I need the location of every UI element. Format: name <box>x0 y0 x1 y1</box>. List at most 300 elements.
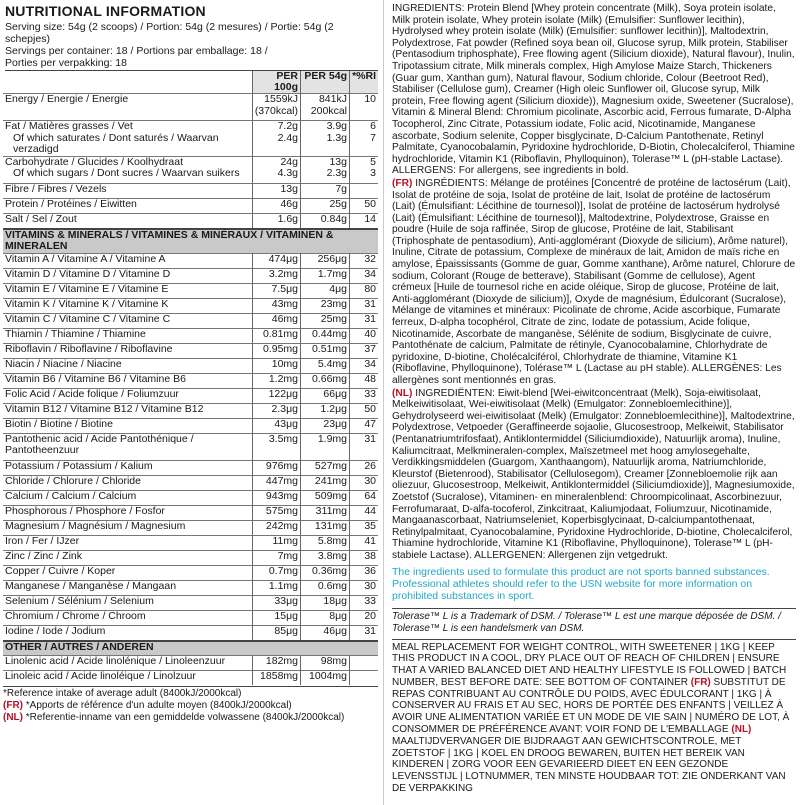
value: 10 <box>364 93 376 105</box>
ingredients-fr: (FR) INGRÉDIENTS: Mélange de protéines [Concentré de protéine de lactosérum (Lait), Isolat de protéine de soja, Isolat de protéine de lait, Isolat de protéine de lactosérum (Lait) (Émulsifiant: Lécithine de tournesol)], Isolat de protéine de lactosérum hydrolysé (Lait) (Émulsifiant: Lécithine de tournesol)], Maltodextrine, Polydextrose, Graisse en poudre (Huile de soja raffinée, Sirop de glucose, Protéine de lait, Stabilisant (Triphosphate de pentasodium), Anti-agglomérant (Dioxyde de silicium), Arôme naturel), Inuline, Citrate de potassium, Complexe de minéraux de lait, Amidon de maïs riche en amylose, Épaississants (Gomme de guar, Gomme xanthane), Arôme naturel, Chlorure de sodium, Colorant (Rouge de betterave), Stabilisant (Gomme de cellulose), Agent crémeux [Huile de tournesol riche en acide oléique, Sirop de glucose, Protéine de lait, Anti-agglomérant (Dioxyde de silicium)], Oxyde de magnésium, Édulcorant (Sucralose), Mélange de vitamines et minéraux: Picolinate de chrome, Acide ascorbique, Fumarate ferreux, D-alpha tocophérol, Citrate de zinc, Iodate de potassium, Acide folique, Nicotinamide, Ascorbate de manganèse, Sélénite de sodium, Bisglycinate de cuivre, Pantothénate de calcium, Palmitate de rétinyle, Cyanocobalamine, Chlorhydrate de pyridoxine, D-biotine, Cholécalciférol, Chlorhydrate de thiamine, Vitamine K1 (Riboflavine, Phylloquinone), Tolérase™ L (Lactase au pH stable). ALLERGÈNES: Les allergènes sont mentionnés en gras. <box>392 177 796 386</box>
table-row <box>3 373 378 388</box>
value: 0.36mg <box>311 564 347 577</box>
nutrient-name: Chromium / Chrome / Chroom <box>5 609 146 622</box>
nutrient-value-2 <box>301 625 350 641</box>
value: 575mg <box>265 504 298 517</box>
serving-line: Serving size: 54g (2 scoops) / Portion: 54g (2 mesures) / Portie: 54g (2 schepjes) <box>5 21 334 45</box>
nutrient-label <box>3 388 252 403</box>
nutrient-value-3 <box>350 565 379 580</box>
nutrient-label <box>3 655 252 670</box>
nutrient-label <box>3 343 252 358</box>
value: 15μg <box>274 609 298 622</box>
section-title: OTHER / AUTRES / ANDEREN <box>3 641 378 656</box>
nutrient-value-2 <box>301 520 350 535</box>
nutrient-value-1 <box>252 535 300 550</box>
table-row <box>3 94 378 121</box>
value: 31 <box>364 297 376 310</box>
nutrient-value-1 <box>252 625 300 641</box>
value: 7.2g <box>277 120 298 132</box>
value: 43mg <box>271 297 298 310</box>
nutrient-value-2 <box>301 156 350 183</box>
table-row <box>3 388 378 403</box>
value: 31 <box>364 432 376 445</box>
value: 35 <box>364 519 376 532</box>
nutrient-value-2 <box>301 433 350 460</box>
value: 1.6g <box>277 212 298 225</box>
nutrient-value-3 <box>350 268 379 283</box>
value: 43μg <box>274 417 298 430</box>
nutrient-value-3 <box>350 403 379 418</box>
nutrient-name: Thiamin / Thiamine / Thiamine <box>5 327 146 340</box>
value: 256μg <box>317 252 347 265</box>
sub-value: 1.3g <box>326 131 347 144</box>
nutrient-value-2 <box>301 670 350 685</box>
value: 311mg <box>315 504 347 517</box>
value: 31 <box>364 312 376 325</box>
nutrient-label <box>3 94 252 121</box>
nutrient-value-2 <box>301 655 350 670</box>
table-row <box>3 418 378 433</box>
nutrient-name: Folic Acid / Acide folique / Foliumzuur <box>5 387 179 400</box>
value: 8μg <box>329 609 347 622</box>
nutrient-sub-name: Of which sugars / Dont sucres / Waarvan suikers <box>13 167 240 179</box>
nutrient-label <box>3 156 252 183</box>
lang-tag: (FR) <box>3 699 23 711</box>
table-row <box>3 433 378 460</box>
value: 98mg <box>320 654 347 667</box>
sub-value: 2.3g <box>326 167 347 179</box>
value: 6 <box>370 120 376 132</box>
nutrient-label <box>3 580 252 595</box>
table-row <box>3 490 378 505</box>
nutrient-value-1 <box>252 373 300 388</box>
value: 25mg <box>320 312 347 325</box>
nutrient-value-1 <box>252 460 300 475</box>
nutrient-value-3 <box>350 670 379 685</box>
value: 122μg <box>268 387 298 400</box>
value: 1.2mg <box>268 372 298 385</box>
nutrient-value-2 <box>301 403 350 418</box>
nutrient-value-2 <box>301 460 350 475</box>
serving-info <box>5 21 378 71</box>
nutrient-name: Iron / Fer / IJzer <box>5 534 80 547</box>
section-header <box>3 229 378 254</box>
nutrient-name: Niacin / Niacine / Niacine <box>5 357 122 370</box>
nutrient-value-2 <box>301 253 350 268</box>
nutrient-label <box>3 460 252 475</box>
reference-notes <box>3 686 378 724</box>
nutrient-name: Selenium / Sélénium / Selenium <box>5 594 154 607</box>
nutrient-value-2 <box>301 298 350 313</box>
nutrient-value-1 <box>252 328 300 343</box>
value: 38 <box>364 549 376 562</box>
value: 1.7mg <box>317 267 347 280</box>
value: 841kJ 200kcal <box>310 93 347 117</box>
nutrient-label <box>3 198 252 213</box>
sports-notice: The ingredients used to formulate this product are not sports banned substances. Professional athletes should refer to the USN website for more information on prohibited substances in sport. <box>392 565 770 602</box>
section-header <box>3 641 378 656</box>
table-row <box>3 505 378 520</box>
nutrient-label <box>3 505 252 520</box>
nutrient-label <box>3 298 252 313</box>
nutrient-value-3 <box>350 433 379 460</box>
nutrient-label <box>3 283 252 298</box>
nutrition-table <box>3 71 378 685</box>
nutrient-value-1 <box>252 565 300 580</box>
nutrient-value-1 <box>252 253 300 268</box>
nutrient-label <box>3 550 252 565</box>
value: 66μg <box>323 387 347 400</box>
value: 30 <box>364 579 376 592</box>
lang-tag: (NL) <box>3 711 23 723</box>
nutrient-value-1 <box>252 183 300 198</box>
nutrient-value-3 <box>350 460 379 475</box>
value: 18μg <box>323 594 347 607</box>
nutrient-name: Carbohydrate / Glucides / Koolhydraat <box>5 155 184 168</box>
nutrient-sub-name: Of which saturates / Dont saturés / Waarvan verzadigd <box>13 131 219 155</box>
nutrient-name: Magnesium / Magnésium / Magnesium <box>5 519 186 532</box>
table-row <box>3 313 378 328</box>
nutrient-value-1 <box>252 520 300 535</box>
table-row <box>3 213 378 229</box>
value: 41 <box>364 534 376 547</box>
nutrient-name: Iodine / Iode / Jodium <box>5 624 106 637</box>
column-divider <box>383 0 384 805</box>
table-row <box>3 283 378 298</box>
nutrient-value-2 <box>301 388 350 403</box>
nutrient-name: Energy / Energie / Energie <box>5 93 129 105</box>
value: 0.6mg <box>317 579 347 592</box>
nutrient-value-1 <box>252 388 300 403</box>
value: 31 <box>364 624 376 637</box>
sub-value: 4.3g <box>277 167 298 179</box>
table-row <box>3 156 378 183</box>
value: 3.8mg <box>317 549 347 562</box>
nutrient-value-3 <box>350 550 379 565</box>
value: 11mg <box>272 534 298 547</box>
value: 13g <box>280 182 298 195</box>
nutrient-label <box>3 328 252 343</box>
nutrient-value-2 <box>301 505 350 520</box>
table-row <box>3 198 378 213</box>
value: 46g <box>280 197 298 210</box>
value: 44 <box>364 504 376 517</box>
nutrient-value-3 <box>350 94 379 121</box>
table-row <box>3 460 378 475</box>
table-row <box>3 343 378 358</box>
value: 0.95mg <box>262 342 298 355</box>
value: 23μg <box>323 417 347 430</box>
nutrient-value-1 <box>252 433 300 460</box>
nutrient-value-3 <box>350 313 379 328</box>
nutrient-name: Potassium / Potassium / Kalium <box>5 459 153 472</box>
nutrient-name: Calcium / Calcium / Calcium <box>5 489 137 502</box>
nutrient-value-3 <box>350 253 379 268</box>
nutrient-label <box>3 595 252 610</box>
nutrient-name: Fibre / Fibres / Vezels <box>5 182 107 195</box>
nutrient-value-3 <box>350 595 379 610</box>
nutrient-value-1 <box>252 198 300 213</box>
value: 23mg <box>320 297 347 310</box>
nutrient-name: Fat / Matières grasses / Vet <box>5 120 133 132</box>
nutrient-value-3 <box>350 580 379 595</box>
value: 1858mg <box>260 669 298 682</box>
nutrient-value-3 <box>350 183 379 198</box>
nutrient-name: Linolenic acid / Acide linolénique / Linoleenzuur <box>5 654 226 667</box>
table-row <box>3 580 378 595</box>
value: 0.84g <box>320 212 347 225</box>
nutrient-name: Manganese / Manganèse / Mangaan <box>5 579 177 592</box>
nutrient-value-3 <box>350 655 379 670</box>
table-row <box>3 183 378 198</box>
value: 50 <box>364 197 376 210</box>
value: 40 <box>364 327 376 340</box>
value: 0.81mg <box>262 327 298 340</box>
nutrient-label <box>3 490 252 505</box>
value: 30 <box>364 474 376 487</box>
nutrient-label <box>3 253 252 268</box>
nutrient-value-1 <box>252 213 300 229</box>
value: 33 <box>364 594 376 607</box>
table-row <box>3 655 378 670</box>
table-row <box>3 610 378 625</box>
value: 64 <box>364 489 376 502</box>
nutrient-value-2 <box>301 418 350 433</box>
nutrient-value-2 <box>301 121 350 157</box>
trademark-notice: Tolerase™ L is a Trademark of DSM. / Tolerase™ L est une marque déposée de DSM. / Tolerase™ L is een handelsmerk van DSM. <box>392 608 796 635</box>
nutrient-value-1 <box>252 283 300 298</box>
nutrient-label <box>3 213 252 229</box>
ingredients-panel <box>392 3 796 795</box>
nutrient-label <box>3 670 252 685</box>
nutrition-panel <box>3 3 378 724</box>
nutrient-name: Phosphorous / Phosphore / Fosfor <box>5 504 165 517</box>
value: 5.4mg <box>317 357 347 370</box>
value: 0.7mg <box>268 564 298 577</box>
sub-value: 3 <box>370 167 376 179</box>
table-row <box>3 298 378 313</box>
nutrient-value-2 <box>301 373 350 388</box>
value: 0.44mg <box>311 327 347 340</box>
ingredients-nl: (NL) INGREDIËNTEN: Eiwit-blend [Wei-eiwitconcentraat (Melk), Soja-eiwitisolaat, Melkeiwitisolaat, Wei-eiwitisolaat (Melk) (Emulgator: Zonnebloemlecithine)], Gehydrolyseerd wei-eiwitisolaat (Melk) (Emulgator: Zonnebloemlecithine)], Maltodextrine, Polydextrose, Vetpoeder (Geraffineerde sojaolie, Glucosestroop, Melkeiwit, Stabilisator (Pentanatriumtrifosfaat), Antiklontermiddel (Siliciumdioxide), Natuurlijk aroma), Inuline, Kaliumcitraat, Melkmineralen-complex, Maïszetmeel met hoog amylosegehalte, Verdikkingsmiddelen (Guargom, Xanthaangom), Natuurlijk aroma, Natriumchloride, Kleurstof (Bietenrood), Stabilisator (Cellulosegom), Creamer [Zonnebloemolie rijk aan oliezuur, Glucosestroop, Melkeiwit, Antiklontermiddel (Siliciumdioxide)], Magnesiumoxide, Zoetstof (Sucralose), Vitaminen- en mineralenblend: Chroompicolinaat, Ascorbinezuur, Ferrofumaraat, D-alfa-tocoferol, Zinkcitraat, Kaliumjodaat, Foliumzuur, Nicotinamide, Mangaanascorbaat, Natriumseleniet, Koperbisglycinaat, D-calciumpantothenaat, Retinylpalmitaat, Cyanocobalamine, Pyridoxine Hydrochloride, D-biotine, Cholecalciferol, Thiamine hydrochloride, Vitamine K1 (Riboflavine, Phylloquinone), Tolerase™ L (pH-stabiele Lactase). ALLERGENEN: Allergenen zijn vetgedrukt. <box>392 387 795 561</box>
nutrient-name: Vitamin B12 / Vitamine B12 / Vitamine B12 <box>5 402 204 415</box>
nutrient-value-2 <box>301 283 350 298</box>
nutrient-value-2 <box>301 610 350 625</box>
value: 241mg <box>314 474 347 487</box>
reference-note <box>3 712 378 724</box>
note-text: *Reference intake of average adult (8400kJ/2000kcal) <box>3 687 242 699</box>
nutrient-value-2 <box>301 268 350 283</box>
table-row <box>3 595 378 610</box>
nutrient-value-3 <box>350 198 379 213</box>
value: 447mg <box>265 474 298 487</box>
nutrient-value-3 <box>350 418 379 433</box>
nutrient-label <box>3 433 252 460</box>
nutrient-name: Linoleic acid / Acide linoléique / Linolzuur <box>5 669 196 682</box>
nutrient-value-3 <box>350 388 379 403</box>
nutrient-value-1 <box>252 121 300 157</box>
nutrient-value-2 <box>301 535 350 550</box>
value: 1.1mg <box>268 579 298 592</box>
value: 3.2mg <box>268 267 298 280</box>
table-row <box>3 550 378 565</box>
value: 33μg <box>274 594 298 607</box>
nutrient-name: Vitamin B6 / Vitamine B6 / Vitamine B6 <box>5 372 186 385</box>
nutrition-title: NUTRITIONAL INFORMATION <box>5 3 206 19</box>
nutrient-name: Protein / Protéines / Eiwitten <box>5 197 137 210</box>
nutrient-value-2 <box>301 313 350 328</box>
value: 182mg <box>265 654 298 667</box>
value: 37 <box>364 342 376 355</box>
nutrient-value-1 <box>252 505 300 520</box>
nutrient-value-2 <box>301 475 350 490</box>
table-row <box>3 670 378 685</box>
value: 5 <box>370 155 376 168</box>
nutrient-value-1 <box>252 610 300 625</box>
value: 25g <box>329 197 347 210</box>
table-row <box>3 121 378 157</box>
table-header-row <box>3 71 378 94</box>
value: 85μg <box>274 624 298 637</box>
value: 3.5mg <box>268 432 298 445</box>
nutrient-value-3 <box>350 328 379 343</box>
value: 46mg <box>271 312 298 325</box>
nutrient-value-2 <box>301 198 350 213</box>
value: 14 <box>364 212 376 225</box>
value: 13g <box>329 155 347 168</box>
nutrient-value-1 <box>252 94 300 121</box>
ingredients-en: INGREDIENTS: Protein Blend [Whey protein concentrate (Milk), Soya protein isolate, Milk protein isolate, Whey protein isolate (Milk) (Emulsifier: Sunflower lecithin), Hydrolysed whey protein isolate (Milk) (Emulsifier: sunflower lecithin)], Maltodextrin, Polydextrose, Fat powder (Refined soya bean oil, Glucose syrup, Milk protein, Stabiliser (Pentasodium triphosphate), Free flowing agent (Silicium dioxide), Natural flavour), Inulin, Tripotassium citrate, Milk minerals complex, High Amylose Maize Starch, Thickeners (Guar gum, Xanthan gum), Natural flavour, Sodium chloride, Colour (Beetroot Red), Stabiliser (Cellulose gum), Creamer (High oleic Sunflower oil, Glucose syrup, Milk protein, Free flowing agent (Silicium dioxide)), Magnesium oxide, Sweetener (Sucralose), Vitamin & Mineral Blend: Chromium picolinate, Ascorbic acid, Ferrous fumarate, D-Alpha Tocopherol, Zinc Citrate, Potassium iodate, Folic acid, Nicotinamide, Manganese ascorbate, Sodium selenite, Copper bisglycinate, D-Calcium Pantothenate, Retinyl Palmitate, Cyanocobalamin, Pyridoxine hydrochloride, D-Biotin, Cholecalciferol, Thiamine hydrochloride, Vitamin K1 (Riboflavin, Phylloquinon), Tolerase™ L (pH-stable Lactase). ALLERGENS: For allergens, see ingredients in bold. <box>392 3 795 177</box>
nutrient-value-3 <box>350 625 379 641</box>
value: 943mg <box>265 489 298 502</box>
nutrient-name: Vitamin K / Vitamine K / Vitamine K <box>5 297 169 310</box>
nutrient-value-1 <box>252 475 300 490</box>
nutrient-label <box>3 358 252 373</box>
nutrient-value-1 <box>252 343 300 358</box>
nutrient-label <box>3 121 252 157</box>
nutrient-value-1 <box>252 156 300 183</box>
nutrient-value-3 <box>350 505 379 520</box>
nutrient-value-1 <box>252 550 300 565</box>
value: 7.5μg <box>271 282 298 295</box>
col-per-serving: PER 54g <box>301 71 350 94</box>
nutrient-label <box>3 403 252 418</box>
sub-value: 7 <box>370 131 376 144</box>
value: 50 <box>364 402 376 415</box>
value: 34 <box>364 357 376 370</box>
note-text: *Apports de référence d'un adulte moyen (8400kJ/2000kcal) <box>23 699 292 711</box>
nutrient-value-3 <box>350 475 379 490</box>
table-row <box>3 520 378 535</box>
value: 1004mg <box>309 669 347 682</box>
value: 131mg <box>314 519 347 532</box>
value: 0.66mg <box>311 372 347 385</box>
nutrient-value-2 <box>301 183 350 198</box>
nutrient-value-3 <box>350 213 379 229</box>
table-row <box>3 403 378 418</box>
nutrient-label <box>3 268 252 283</box>
value: 2.3μg <box>271 402 298 415</box>
nutrient-label <box>3 373 252 388</box>
serving-line: Servings per container: 18 / Portions par emballage: 18 / <box>5 45 268 57</box>
nutrient-name: Salt / Sel / Zout <box>5 212 77 225</box>
nutrient-label <box>3 183 252 198</box>
nutrient-value-1 <box>252 298 300 313</box>
nutrient-value-3 <box>350 298 379 313</box>
value: 47 <box>364 417 376 430</box>
nutrient-value-1 <box>252 595 300 610</box>
table-row <box>3 535 378 550</box>
nutrient-value-2 <box>301 328 350 343</box>
col-ri: *%RI <box>350 71 379 94</box>
table-row <box>3 328 378 343</box>
nutrient-value-2 <box>301 94 350 121</box>
note-text: *Referentie-inname van een gemiddelde volwassene (8400kJ/2000kcal) <box>23 711 345 723</box>
nutrient-value-3 <box>350 283 379 298</box>
nutrient-label <box>3 625 252 641</box>
lang-tag-nl: (NL) <box>392 387 413 399</box>
nutrient-value-3 <box>350 121 379 157</box>
value: 26 <box>364 459 376 472</box>
value: 32 <box>364 252 376 265</box>
value: 46μg <box>323 624 347 637</box>
value: 527mg <box>314 459 347 472</box>
value: 20 <box>364 609 376 622</box>
nutrient-label <box>3 535 252 550</box>
nutrient-value-2 <box>301 358 350 373</box>
table-row <box>3 268 378 283</box>
nutrient-value-1 <box>252 655 300 670</box>
nutrient-label <box>3 475 252 490</box>
value: 5.8mg <box>317 534 347 547</box>
nutrient-value-3 <box>350 520 379 535</box>
value: 1.9mg <box>317 432 347 445</box>
value: 0.51mg <box>311 342 347 355</box>
value: 34 <box>364 267 376 280</box>
nutrient-value-2 <box>301 490 350 505</box>
reference-note <box>3 688 378 700</box>
nutrient-name: Vitamin E / Vitamine E / Vitamine E <box>5 282 169 295</box>
value: 80 <box>364 282 376 295</box>
section-title: VITAMINS & MINERALS / VITAMINES & MINÉRAUX / VITAMINEN & MINERALEN <box>3 229 378 254</box>
nutrient-name: Vitamin D / Vitamine D / Vitamine D <box>5 267 171 280</box>
nutrient-value-3 <box>350 156 379 183</box>
nutrient-value-1 <box>252 580 300 595</box>
nutrient-name: Vitamin A / Vitamine A / Vitamine A <box>5 252 166 265</box>
value: 10mg <box>271 357 298 370</box>
nutrient-value-3 <box>350 535 379 550</box>
nutrient-value-3 <box>350 358 379 373</box>
value: 36 <box>364 564 376 577</box>
nutrient-name: Copper / Cuivre / Koper <box>5 564 116 577</box>
nutrient-value-2 <box>301 550 350 565</box>
value: 3.9g <box>326 120 347 132</box>
reference-note <box>3 700 378 712</box>
value: 242mg <box>265 519 298 532</box>
value: 24g <box>280 155 298 168</box>
value: 7mg <box>277 549 298 562</box>
nutrient-name: Pantothenic acid / Acide Pantothénique / Pantotheenzuur <box>5 432 194 456</box>
nutrient-name: Biotin / Biotine / Biotine <box>5 417 113 430</box>
value: 474μg <box>268 252 298 265</box>
table-row <box>3 358 378 373</box>
nutrient-name: Riboflavin / Riboflavine / Riboflavine <box>5 342 173 355</box>
lang-tag-fr: (FR) <box>690 676 711 688</box>
nutrient-value-2 <box>301 343 350 358</box>
value: 509mg <box>314 489 347 502</box>
nutrient-label <box>3 565 252 580</box>
nutrient-value-1 <box>252 313 300 328</box>
